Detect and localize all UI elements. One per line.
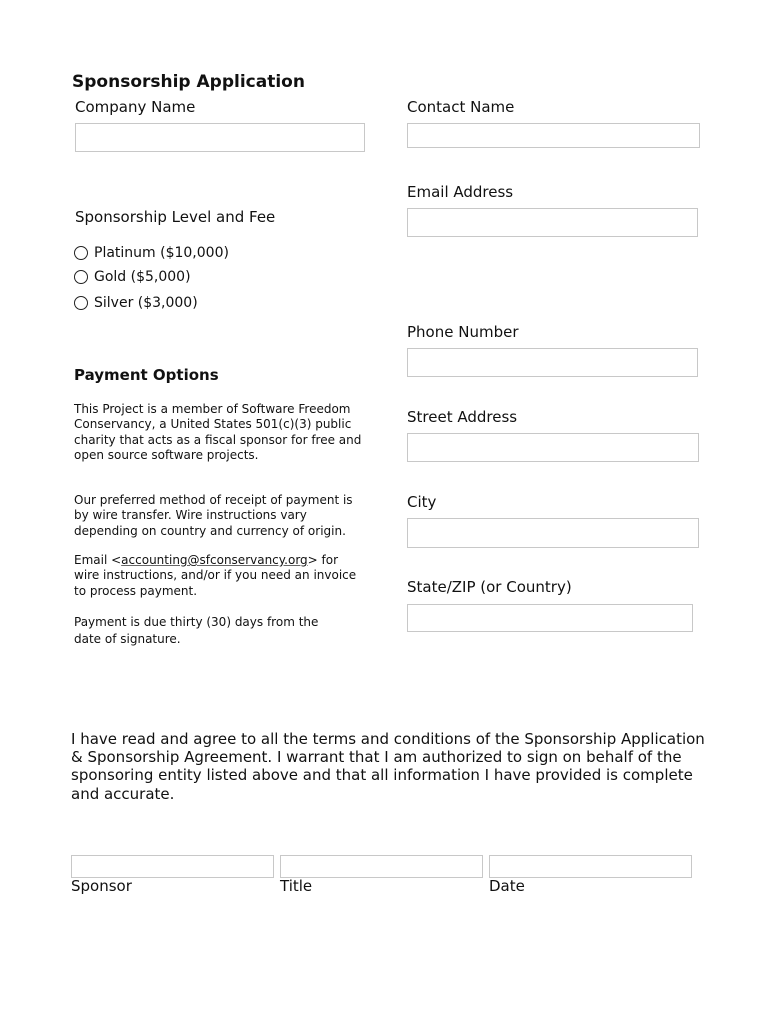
email-label: Email Address	[407, 183, 514, 201]
sponsor-signature-field[interactable]	[71, 855, 274, 878]
city-field[interactable]	[407, 518, 699, 548]
payment-paragraph-sponsor: This Project is a member of Software Freedom Conservancy, a United States 501(c)(3) public charity that acts as a fiscal sponsor for free and open source software projects.	[74, 402, 362, 462]
sponsorship-option-label: Platinum ($10,000)	[94, 245, 229, 261]
radio-button-icon[interactable]	[74, 296, 88, 310]
city-label: City	[407, 493, 437, 511]
page-title: Sponsorship Application	[72, 72, 305, 92]
accounting-email-link[interactable]: accounting@sfconservancy.org	[121, 553, 308, 567]
phone-label: Phone Number	[407, 323, 519, 341]
phone-field[interactable]	[407, 348, 698, 377]
payment-paragraph-due: Payment is due thirty (30) days from the date of signature.	[74, 615, 319, 646]
radio-button-icon[interactable]	[74, 246, 88, 260]
sponsor-label: Sponsor	[71, 877, 132, 895]
agreement-statement: I have read and agree to all the terms and conditions of the Sponsorship Application & Sponsorship Agreement. I warrant that I am authorized to sign on behalf of the sponsoring entity listed above and that all information I have provided is complete and accurate.	[71, 730, 705, 803]
company-name-label: Company Name	[75, 98, 196, 116]
sponsorship-option-platinum[interactable]	[74, 245, 229, 261]
state-zip-field[interactable]	[407, 604, 693, 632]
company-name-field[interactable]	[75, 123, 365, 152]
sponsorship-option-gold[interactable]	[74, 269, 191, 285]
payment-options-heading: Payment Options	[74, 366, 219, 384]
state-zip-label: State/ZIP (or Country)	[407, 578, 572, 596]
payment-paragraph-method: Our preferred method of receipt of payment is by wire transfer. Wire instructions vary depending on country and currency of origin.	[74, 493, 353, 538]
email-suffix-text: > for wire instructions, and/or if you need an invoice to process payment.	[74, 553, 357, 598]
sponsorship-option-label: Gold ($5,000)	[94, 269, 191, 285]
sponsorship-level-heading: Sponsorship Level and Fee	[75, 208, 276, 226]
street-address-label: Street Address	[407, 408, 518, 426]
contact-name-field[interactable]	[407, 123, 700, 148]
payment-paragraph-email	[74, 553, 364, 599]
title-field[interactable]	[280, 855, 483, 878]
radio-button-icon[interactable]	[74, 270, 88, 284]
sponsorship-option-label: Silver ($3,000)	[94, 295, 198, 311]
title-label: Title	[280, 877, 313, 895]
street-address-field[interactable]	[407, 433, 699, 462]
sponsorship-option-silver[interactable]	[74, 295, 198, 311]
contact-name-label: Contact Name	[407, 98, 515, 116]
email-field[interactable]	[407, 208, 698, 237]
date-label: Date	[489, 877, 525, 895]
date-field[interactable]	[489, 855, 692, 878]
email-prefix-text: Email <	[74, 553, 122, 567]
